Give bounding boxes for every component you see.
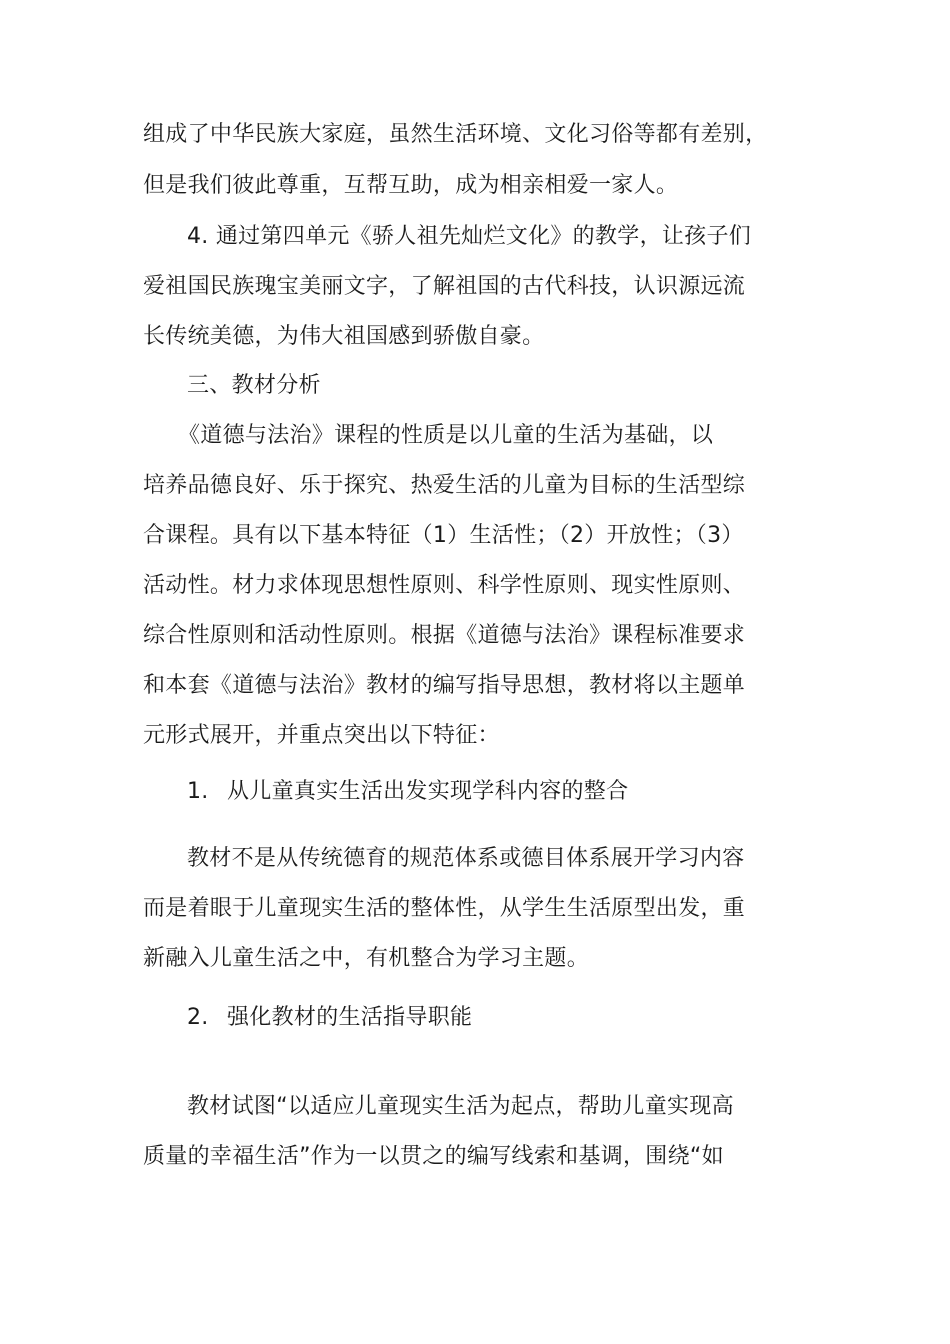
list-number: 1. <box>187 779 209 804</box>
text-line: 4. 通过第四单元《骄人祖先灿烂文化》的教学，让孩子们 <box>187 224 752 249</box>
text-line: 综合性原则和活动性原则。根据《道德与法治》课程标准要求 <box>143 623 746 648</box>
text-line: 和本套《道德与法治》教材的编写指导思想，教材将以主题单 <box>143 673 746 698</box>
list-text: 从儿童真实生活出发实现学科内容的整合 <box>227 779 629 804</box>
text-line: 而是着眼于儿童现实生活的整体性，从学生生活原型出发，重 <box>143 896 746 921</box>
text-line: 合课程。具有以下基本特征（1）生活性；（2）开放性；（3） <box>143 523 744 548</box>
list-number: 2. <box>187 1005 209 1030</box>
list-item-2 <box>187 1003 472 1033</box>
text-line: 组成了中华民族大家庭，虽然生活环境、文化习俗等都有差别， <box>143 122 768 147</box>
list-item-1 <box>187 777 628 807</box>
text-line: 教材不是从传统德育的规范体系或德目体系展开学习内容 <box>187 846 745 871</box>
text-line: 但是我们彼此尊重，互帮互助，成为相亲相爱一家人。 <box>143 173 679 198</box>
list-text: 强化教材的生活指导职能 <box>227 1005 473 1030</box>
text-line: 新融入儿童生活之中，有机整合为学习主题。 <box>143 946 590 971</box>
text-line: 元形式展开，并重点突出以下特征： <box>143 723 500 748</box>
text-line: 长传统美德，为伟大祖国感到骄傲自豪。 <box>143 324 545 349</box>
text-line: 质量的幸福生活”作为一以贯之的编写线索和基调，围绕“如 <box>143 1144 724 1169</box>
section-heading: 三、教材分析 <box>187 373 321 398</box>
text-line: 教材试图“以适应儿童现实生活为起点，帮助儿童实现高 <box>187 1094 734 1119</box>
text-line: 《道德与法治》课程的性质是以儿童的生活为基础，以 <box>178 423 714 448</box>
text-line: 活动性。材力求体现思想性原则、科学性原则、现实性原则、 <box>143 573 746 598</box>
text-line: 培养品德良好、乐于探究、热爱生活的儿童为目标的生活型综 <box>143 473 746 498</box>
text-line: 爱祖国民族瑰宝美丽文字，了解祖国的古代科技，认识源远流 <box>143 274 746 299</box>
